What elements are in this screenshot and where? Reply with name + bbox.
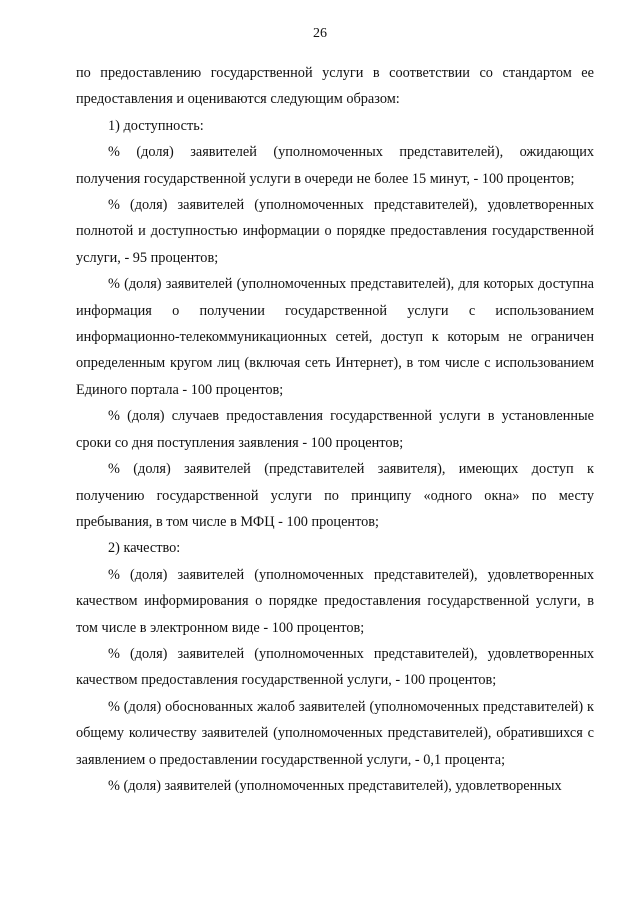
paragraph-queue-wait: % (доля) заявителей (уполномоченных представителей), ожидающих получения государственной услуги в очереди не более 15 минут, - 100 процентов; [76,144,594,187]
paragraph-informing-quality: % (доля) заявителей (уполномоченных представителей), удовлетворенных качеством информирования о порядке предоставления государственной услуги, в том числе в электронном виде - 100 процентов; [76,566,594,636]
page-number: 26 [313,26,327,41]
paragraph-section-quality: 2) качество: [108,540,181,557]
paragraph-one-window: % (доля) заявителей (представителей заявителя), имеющих доступ к получению государственной услуги по принципу «одного окна» по месту пребывания, в том числе в МФЦ - 100 процентов; [76,461,594,530]
paragraph-info-completeness: % (доля) заявителей (уполномоченных представителей), удовлетворенных полнотой и доступностью информации о порядке предоставления государственной услуги, - 95 процентов; [76,197,594,266]
paragraph-info-availability: % (доля) заявителей (уполномоченных представителей), для которых доступна информация о получении государственной услуги с использованием информационно-телекоммуникационных сетей, доступ к которым не ограничен определенным кругом лиц (включая сеть Интернет), в том числе с использованием Единого портала - 100 процентов; [76,276,594,398]
paragraph-service-quality: % (доля) заявителей (уполномоченных представителей), удовлетворенных качеством предоставления государственной услуги, - 100 процентов; [76,645,594,689]
document-body [76,60,594,799]
paragraph-timely-service: % (доля) случаев предоставления государственной услуги в установленные сроки со дня поступления заявления - 100 процентов; [76,408,594,451]
paragraph-section-accessibility: 1) доступность: [108,117,204,134]
paragraph-complaints: % (доля) обоснованных жалоб заявителей (уполномоченных представителей) к общему количеству заявителей (уполномоченных представителей), обратившихся с заявлением о предоставлении государственной услуги, - 0,1 процента; [76,698,594,768]
paragraph-continuation: по предоставлению государственной услуги в соответствии со стандартом ее предоставления и оцениваются следующим образом: [76,65,594,108]
paragraph-satisfied-continued: % (доля) заявителей (уполномоченных представителей), удовлетворенных [108,777,562,794]
